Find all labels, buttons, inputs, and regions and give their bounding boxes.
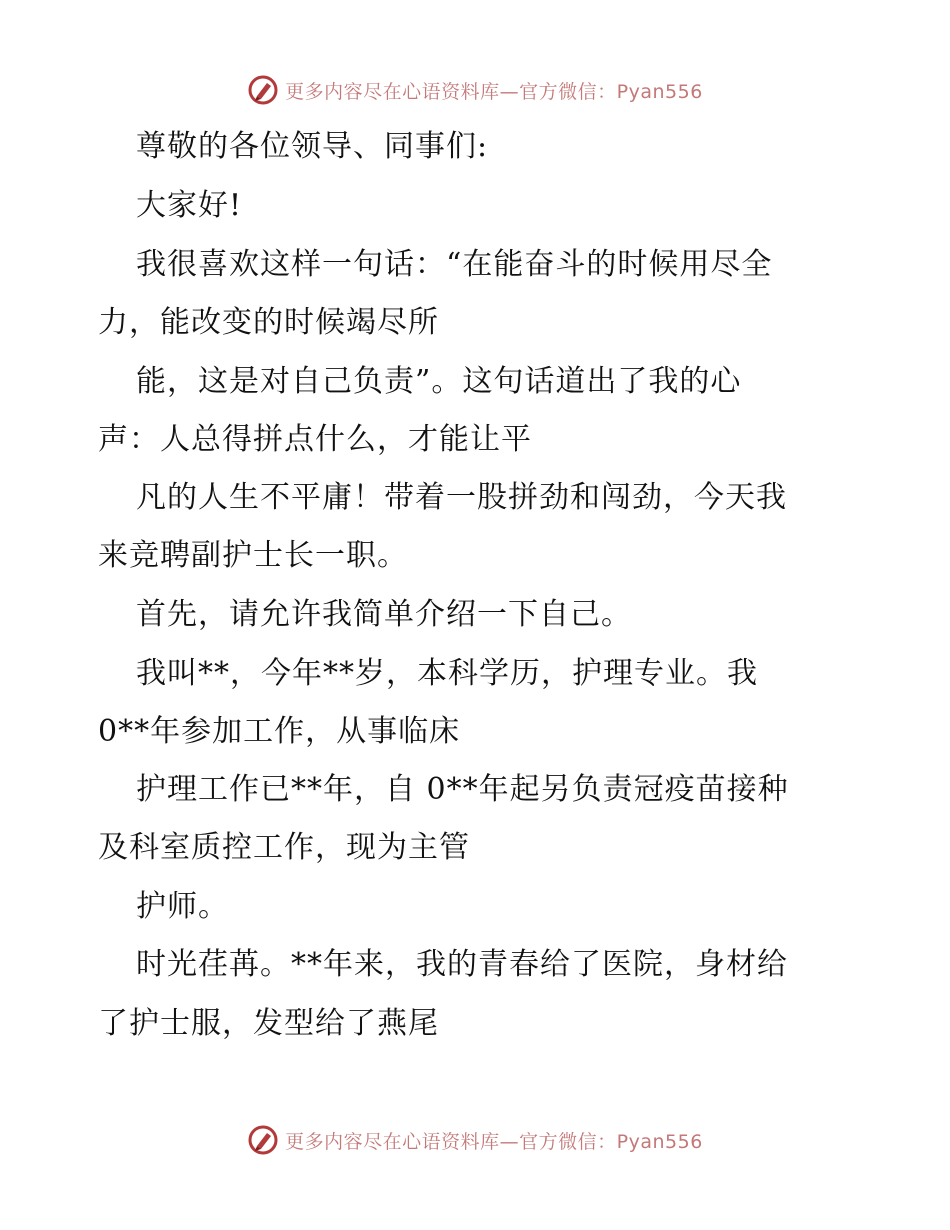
text-line: 力，能改变的时候竭尽所 [98,305,439,340]
watermark-text: 更多内容尽在心语资料库—官方微信：Pyan556 [285,1130,703,1153]
text-line: 凡的人生不平庸！带着一股拼劲和闯劲，今天我 [136,480,787,515]
header-watermark [0,70,950,110]
text-line: 我很喜欢这样一句话：“在能奋斗的时候用尽全 [136,247,773,282]
text-line: 我叫**，今年**岁，本科学历，护理专业。我 [136,656,758,691]
text-line: 来竞聘副护士长一职。 [98,538,408,573]
footer-watermark [0,1120,950,1160]
text-line: 尊敬的各位领导、同事们: [136,129,489,164]
text-line: 0**年参加工作，从事临床 [98,714,461,749]
text-line: 时光荏苒。**年来，我的青春给了医院，身材给 [136,947,788,982]
watermark-text: 更多内容尽在心语资料库—官方微信：Pyan556 [285,80,703,103]
text-line: 及科室质控工作，现为主管 [98,830,470,865]
text-line: 了护士服，发型给了燕尾 [98,1006,439,1041]
text-line: 声：人总得拼点什么，才能让平 [98,422,532,457]
red-circle-pen-logo-icon [247,1124,279,1156]
text-line: 能，这是对自己负责”。这句话道出了我的心 [136,364,742,399]
text-line: 首先，请允许我简单介绍一下自己。 [136,597,632,632]
text-line: 护师。 [136,889,229,924]
text-line: 护理工作已**年，自 0**年起另负责冠疫苗接种 [136,772,789,807]
red-circle-pen-logo-icon [247,74,279,106]
text-line: 大家好! [136,188,243,223]
